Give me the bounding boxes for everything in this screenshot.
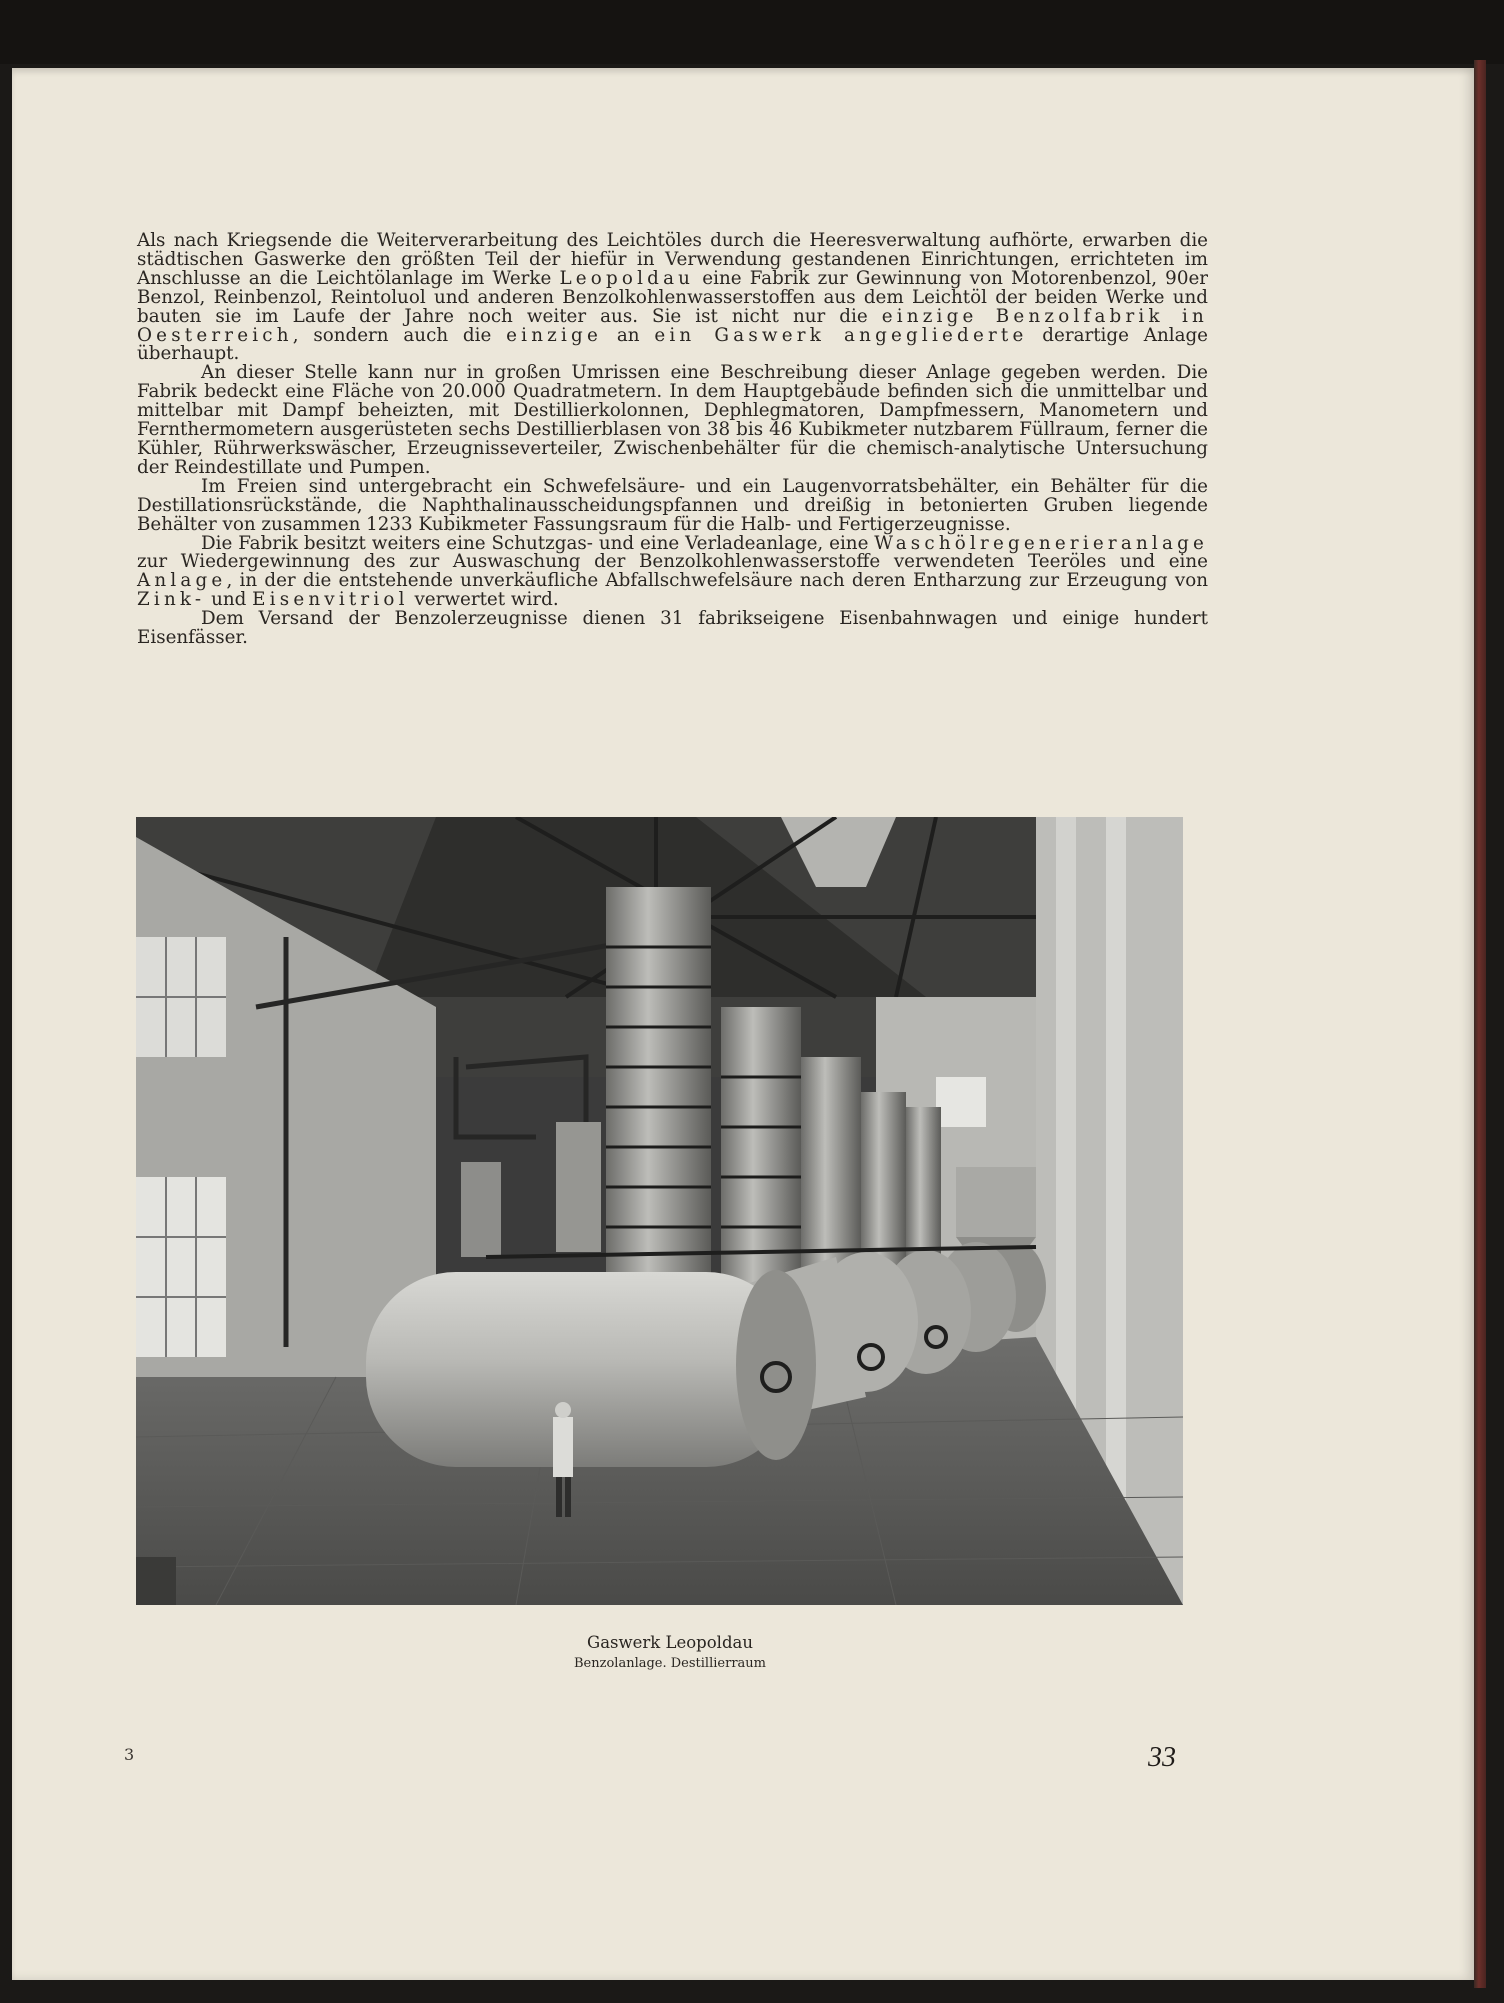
spaced-emphasis: Leopoldau xyxy=(559,267,695,289)
text-run: Dem Versand der Benzolerzeugnisse dienen 31 fabrikseigene Eisenbahnwagen und einige hundert Eisenfässer. xyxy=(137,608,1208,649)
spaced-emphasis: Anlage xyxy=(137,570,227,592)
spaced-emphasis: Eisenvitriol xyxy=(252,589,409,611)
text-run: , sondern auch die xyxy=(292,324,507,346)
body-text xyxy=(137,232,1208,648)
signature-mark: 3 xyxy=(124,1745,135,1764)
paragraph-4 xyxy=(137,532,1208,611)
spaced-emphasis: einzige Benzolfabrik in Oesterreich xyxy=(137,305,1208,346)
spaced-emphasis: ein Gaswerk angegliederte xyxy=(654,324,1028,346)
text-run: An dieser Stelle kann nur in großen Umrissen eine Beschreibung dieser Anlage gegeben werden. Die Fabrik bedeckt eine Fläche von 20.000 Quadratmetern. In dem Hauptgebäude befinden sich die unmittelbar und mittelbar mit Dampf beheizten, mit Destillierkolonnen, Dephlegmatoren, Dampfmessern, Manometern und Fernthermometern ausgerüsteten sechs Destillierblasen von 38 bis 46 Kubikmeter nutzbarem Füllraum, ferner die Kühler, Rührwerkswäscher, Erzeugnisseverteiler, Zwischenbehälter für die chemisch-analytische Untersuchung der Reindestillate und Pumpen. xyxy=(137,362,1208,478)
book-cover-edge xyxy=(1474,60,1486,1988)
paragraph-2 xyxy=(137,364,1208,477)
text-run: Als nach Kriegsende die Weiterverarbeitung des Leichtöles durch die Heeresverwaltung aufhörte, erwarben die städtischen Gaswerke den größten Teil der hiefür in Verwendung gestandenen Einrichtungen, errichteten im Anschlusse an die Leichtölanlage im Werke xyxy=(137,230,1208,289)
text-run: Die Fabrik besitzt weiters eine Schutzgas- und eine Verladeanlage, eine xyxy=(201,532,875,554)
paragraph-3 xyxy=(137,475,1208,535)
spaced-emphasis: Waschölregenerieranlage xyxy=(874,532,1208,554)
photo-caption-subtitle: Benzolanlage. Destillierraum xyxy=(574,1656,766,1671)
text-run: eine Fabrik zur Gewinnung von Motorenbenzol, 90er Benzol, Reinbenzol, Reintoluol und anderen Benzolkohlenwasserstoffen aus dem Leichtöl der beiden Werke und bauten sie im Laufe der Jahre noch weiter aus. Sie ist nicht nur die xyxy=(137,267,1209,327)
photo-distillation-hall xyxy=(136,817,1183,1605)
paragraph-1 xyxy=(137,232,1208,364)
photo-caption-title: Gaswerk Leopoldau xyxy=(587,1633,753,1652)
paragraph-5 xyxy=(137,610,1208,648)
spaced-emphasis: Zink- xyxy=(137,589,206,611)
scanner-background-top xyxy=(0,0,1504,64)
text-run: an xyxy=(601,324,655,346)
page-number: 33 xyxy=(1148,1742,1176,1773)
photo-illustration xyxy=(136,817,1183,1605)
text-run: Im Freien sind untergebracht ein Schwefelsäure- und ein Laugenvorratsbehälter, ein Behälter für die Destillationsrückstände, die Naphthalinausscheidungspfannen und dreißig in betonierten Gruben liegende Behälter von zusammen 1233 Kubikmeter Fassungsraum für die Halb- und Fertigerzeugnisse. xyxy=(137,475,1208,535)
text-run: , in der die entstehende unverkäufliche Abfallschwefelsäure nach deren Entharzung zur Erzeugung von xyxy=(226,570,1208,592)
text-run: derartige Anlage überhaupt. xyxy=(137,324,1209,365)
text-run: zur Wiedergewinnung des zur Auswaschung der Benzolkohlenwasserstoffe verwendeten Teeröles und eine xyxy=(137,551,1208,573)
text-run: und xyxy=(205,589,253,611)
text-run: verwertet wird. xyxy=(408,589,559,611)
spaced-emphasis: einzige xyxy=(506,324,602,346)
